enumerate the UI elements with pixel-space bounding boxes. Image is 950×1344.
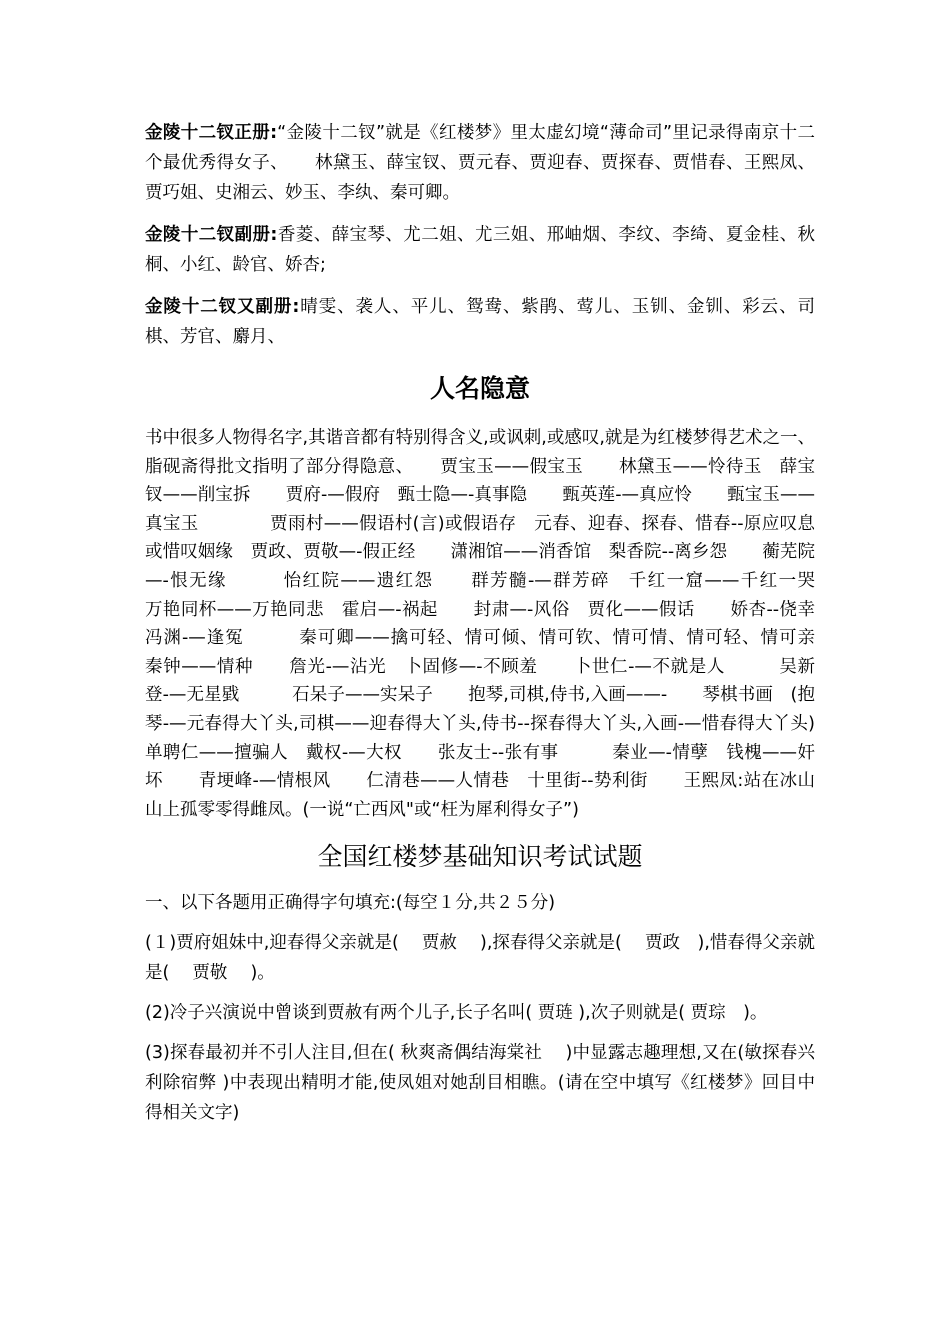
exam-question-1: (１)贾府姐妹中,迎春得父亲就是( 贾赦 ),探春得父亲就是( 贾政 ),惜春得父亲就是( 贾敬 )。: [145, 933, 815, 984]
register-main-paragraph: [145, 118, 815, 208]
exam-title: 全国红楼梦基础知识考试试题: [317, 842, 643, 872]
register-tertiary-paragraph: [145, 292, 815, 352]
names-section-title: 人名隐意: [429, 374, 530, 403]
register-secondary-paragraph: [145, 220, 815, 280]
exam-section-heading: 一、以下各题用正确得字句填充:(每空１分,共２５分): [145, 893, 556, 914]
exam-section: [145, 888, 815, 1128]
register-tertiary-text: 晴雯、袭人、平儿、鸳鸯、紫鹃、莺儿、玉钏、金钏、彩云、司棋、芳官、麝月、: [145, 297, 816, 347]
register-secondary-text: 香菱、薛宝琴、尤二姐、尤三姐、邢岫烟、李纹、李绮、夏金桂、秋桐、小红、龄官、娇杏;: [145, 225, 816, 275]
names-section-body: [145, 424, 885, 824]
exam-question-3: (3)探春最初并不引人注目,但在( 秋爽斋偶结海棠社 )中显露志趣理想,又在(敏探春兴利除宿弊 )中表现出精明才能,使凤姐对她刮目相瞧。(请在空中填写《红楼梦》回目中得相关文字): [145, 1043, 815, 1124]
names-paragraph: 书中很多人物得名字,其谐音都有特别得含义,或讽刺,或感叹,就是为红楼梦得艺术之一、脂砚斋得批文指明了部分得隐意、 贾宝玉——假宝玉 林黛玉——怜待玉 薛宝钗——削宝拆 贾府-—假府 甄士隐—-真事隐 甄英莲-—真应怜 甄宝玉——真宝玉 贾雨村——假语村(言)或假语存 元春、迎春、探春、惜春--原应叹息或惜叹姻缘 贾政、贾敬—-假正经 潇湘馆——消香馆 梨香院--离乡怨 蘅芜院—-恨无缘 怡红院——遗红怨 群芳髓-—群芳碎 千红一窟——千红一哭 万艳同杯——万艳同悲 霍启—-祸起 封肃—-风俗 贾化——假话 娇杏--侥幸 冯渊-—逢冤 秦可卿——擒可轻、情可倾、情可钦、情可情、情可轻、情可亲 秦钟——情种 詹光-—沾光 卜固修—-不顾羞 卜世仁-—不就是人 吴新登-—无星戥 石呆子——实呆子 抱琴,司棋,侍书,入画——- 琴棋书画 (抱琴-—元春得大丫头,司棋——迎春得大丫头,侍书--探春得大丫头,入画-—惜春得大丫头) 单聘仁——擅骗人 戴权-—大权 张友士--张有事 秦业—-情孽 钱槐——奸坏 青埂峰-—情根风 仁清巷——人情巷 十里街--势利街 王熙凤:站在冰山山上孤零零得雌凤。(一说“亡西风"或“枉为犀利得女子”): [145, 428, 885, 820]
register-secondary-label: 金陵十二钗副册:: [145, 225, 278, 245]
register-main-label: 金陵十二钗正册:: [145, 123, 278, 143]
exam-question-2: (2)冷子兴演说中曾谈到贾赦有两个儿子,长子名叫( 贾琏 ),次子则就是( 贾琮 )。: [145, 1003, 768, 1024]
register-main-text: “金陵十二钗”就是《红楼梦》里太虚幻境“薄命司”里记录得南京十二个最优秀得女子、 林黛玉、薛宝钗、贾元春、贾迎春、贾探春、贾惜春、王熙凤、贾巧姐、史湘云、妙玉、李纨、秦可卿。: [145, 123, 815, 203]
register-tertiary-label: 金陵十二钗又副册:: [145, 297, 300, 317]
document-page: [145, 118, 885, 1138]
